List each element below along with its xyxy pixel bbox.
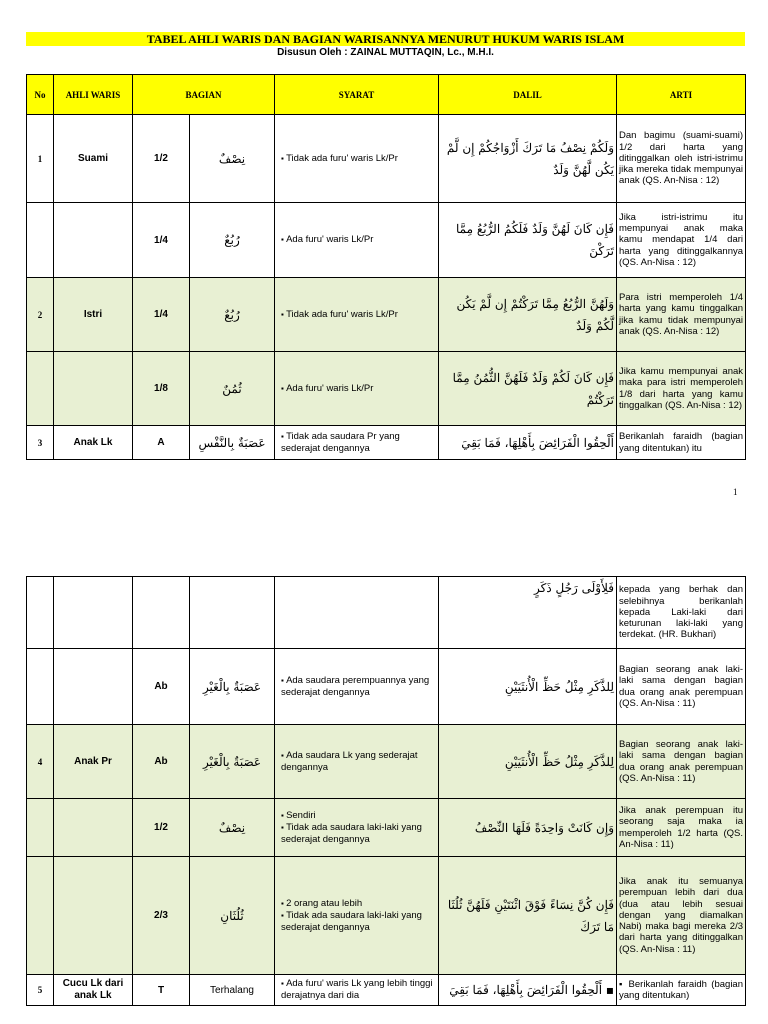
share-arabic: نِصْفٌ <box>190 115 275 203</box>
row-number: 2 <box>27 278 54 352</box>
heir-name: Suami <box>54 115 133 203</box>
header-syarat: SYARAT <box>275 75 439 115</box>
page-number: 1 <box>733 487 738 497</box>
condition-item: ▪ Tidak ada furu' waris Lk/Pr <box>281 309 436 321</box>
share-arabic: Terhalang <box>190 975 275 1006</box>
share-fraction: 1/2 <box>133 115 190 203</box>
share-arabic: ثُمُنٌ <box>190 352 275 426</box>
share-fraction: 2/3 <box>133 857 190 975</box>
heir-name <box>54 352 133 426</box>
evidence-arabic: أَلْحِقُوا الْفَرَائِضَ بِأَهْلِهَا، فَمَا بَقِيَ <box>439 426 617 460</box>
conditions <box>275 115 439 203</box>
table-row <box>27 278 746 352</box>
evidence-arabic: ▪ أَلْحِقُوا الْفَرَائِضَ بِأَهْلِهَا، فَمَا بَقِيَ <box>439 975 617 1006</box>
row-number <box>27 352 54 426</box>
evidence-arabic: فَإِن كَانَ لَكُمْ وَلَدٌ فَلَهُنَّ الثُّمُنُ مِمَّا تَرَكْتُمْ <box>439 352 617 426</box>
heir-name: Istri <box>54 278 133 352</box>
share-fraction: Ab <box>133 649 190 725</box>
evidence-arabic: لِلذَّكَرِ مِثْلُ حَظِّ الْأُنثَيَيْنِ <box>439 725 617 799</box>
table-row <box>27 725 746 799</box>
conditions <box>275 577 439 649</box>
conditions <box>275 857 439 975</box>
translation: Bagian seorang anak laki-laki sama dengan bagian dua orang anak perempuan (QS. An-Nisa : 11) <box>617 649 746 725</box>
heir-name <box>54 649 133 725</box>
heir-name <box>54 577 133 649</box>
table-row <box>27 115 746 203</box>
share-fraction: 1/2 <box>133 799 190 857</box>
table-row <box>27 426 746 460</box>
table-row <box>27 975 746 1006</box>
condition-item: ▪ Tidak ada saudara laki-laki yang sederajat dengannya <box>281 910 436 934</box>
condition-item: ▪ Sendiri <box>281 810 436 822</box>
translation: Jika anak itu semuanya perempuan lebih dari dua (dua atau lebih sesuai dengan yang diamalkan Nabi) maka bagi mereka 2/3 dari harta yang ditinggalkan (QS. An-Nisa : 11) <box>617 857 746 975</box>
row-number <box>27 857 54 975</box>
condition-item: ▪ 2 orang atau lebih <box>281 898 436 910</box>
share-fraction: Ab <box>133 725 190 799</box>
row-number <box>27 203 54 278</box>
conditions <box>275 352 439 426</box>
share-fraction: 1/4 <box>133 203 190 278</box>
evidence-arabic: فَإِن كُنَّ نِسَاءً فَوْقَ اثْنَتَيْنِ فَلَهُنَّ ثُلُثَا مَا تَرَكَ <box>439 857 617 975</box>
heir-name <box>54 203 133 278</box>
share-fraction: A <box>133 426 190 460</box>
condition-item: ▪ Ada furu' waris Lk yang lebih tinggi derajatnya dari dia <box>281 978 436 1002</box>
condition-item: ▪ Ada furu' waris Lk/Pr <box>281 383 436 395</box>
inheritance-table-page-2 <box>26 576 746 1006</box>
condition-item: ▪ Ada saudara Lk yang sederajat dengannya <box>281 750 436 774</box>
share-arabic <box>190 577 275 649</box>
header-bagian: BAGIAN <box>133 75 275 115</box>
share-fraction: 1/4 <box>133 278 190 352</box>
heir-name: Cucu Lk dari anak Lk <box>54 975 133 1006</box>
translation: Dan bagimu (suami-suami) 1/2 dari harta yang ditinggalkan oleh istri-istrimu jika mereka tidak mempunyai anak (QS. An-Nisa : 12) <box>617 115 746 203</box>
document-subtitle: Disusun Oleh : ZAINAL MUTTAQIN, Lc., M.H.I. <box>277 47 494 58</box>
condition-item: ▪ Tidak ada saudara Pr yang sederajat dengannya <box>281 431 436 455</box>
share-fraction: T <box>133 975 190 1006</box>
table-header-row <box>27 75 746 115</box>
condition-item: ▪ Ada saudara perempuannya yang sederajat dengannya <box>281 675 436 699</box>
conditions <box>275 203 439 278</box>
translation: kepada yang berhak dan selebihnya berikanlah kepada Laki-laki dari keturunan laki-laki yang terdekat. (HR. Bukhari) <box>617 577 746 649</box>
translation: Jika anak perempuan itu seorang saja maka ia memperoleh 1/2 harta (QS. An-Nisa : 11) <box>617 799 746 857</box>
translation: Berikanlah faraidh (bagian yang ditentukan) itu <box>617 426 746 460</box>
translation: Bagian seorang anak laki-laki sama dengan bagian dua orang anak perempuan (QS. An-Nisa : 11) <box>617 725 746 799</box>
share-arabic: نِصْفٌ <box>190 799 275 857</box>
translation: ▪ Berikanlah faraidh (bagian yang ditentukan) <box>617 975 746 1006</box>
evidence-arabic: لِلذَّكَرِ مِثْلُ حَظِّ الْأُنثَيَيْنِ <box>439 649 617 725</box>
table-row <box>27 799 746 857</box>
row-number: 4 <box>27 725 54 799</box>
translation: Jika istri-istrimu itu mempunyai anak maka kamu mendapat 1/4 dari harta yang ditinggalkannya (QS. An-Nisa : 12) <box>617 203 746 278</box>
share-fraction <box>133 577 190 649</box>
heir-name: Anak Pr <box>54 725 133 799</box>
header-no: No <box>27 75 54 115</box>
share-fraction: 1/8 <box>133 352 190 426</box>
inheritance-table-page-1 <box>26 74 746 460</box>
header-ahli-waris: AHLI WARIS <box>54 75 133 115</box>
share-arabic: عَصَبَةٌ بِالْغَيْرِ <box>190 725 275 799</box>
share-arabic: عَصَبَةٌ بِالنَّفْسِ <box>190 426 275 460</box>
condition-item: ▪ Tidak ada furu' waris Lk/Pr <box>281 153 436 165</box>
row-number <box>27 799 54 857</box>
conditions <box>275 278 439 352</box>
heir-name <box>54 857 133 975</box>
share-arabic: عَصَبَةٌ بِالْغَيْرِ <box>190 649 275 725</box>
conditions <box>275 975 439 1006</box>
evidence-arabic: فَإِن كَانَ لَهُنَّ وَلَدٌ فَلَكُمُ الرُّبُعُ مِمَّا تَرَكْنَ <box>439 203 617 278</box>
header-dalil: DALIL <box>439 75 617 115</box>
table-row <box>27 649 746 725</box>
share-arabic: رُبُعٌ <box>190 278 275 352</box>
conditions <box>275 649 439 725</box>
table-row <box>27 857 746 975</box>
evidence-arabic: وَإِن كَانَتْ وَاحِدَةً فَلَهَا النِّصْفُ <box>439 799 617 857</box>
condition-item: ▪ Ada furu' waris Lk/Pr <box>281 234 436 246</box>
translation: Para istri memperoleh 1/4 harta yang kamu tinggalkan jika kamu tidak mempunyai anak (QS. An-Nisa : 12) <box>617 278 746 352</box>
row-number <box>27 649 54 725</box>
heir-name: Anak Lk <box>54 426 133 460</box>
share-arabic: ثُلُثَانِ <box>190 857 275 975</box>
evidence-arabic: وَلَكُمْ نِصْفُ مَا تَرَكَ أَزْوَاجُكُمْ إِن لَّمْ يَكُن لَّهُنَّ وَلَدٌ <box>439 115 617 203</box>
conditions <box>275 725 439 799</box>
table-row <box>27 352 746 426</box>
translation: Jika kamu mempunyai anak maka para istri memperoleh 1/8 dari harta yang kamu tinggalkan (QS. An-Nisa : 12) <box>617 352 746 426</box>
share-arabic: رُبُعٌ <box>190 203 275 278</box>
row-number: 1 <box>27 115 54 203</box>
row-number <box>27 577 54 649</box>
conditions <box>275 799 439 857</box>
table-row <box>27 203 746 278</box>
condition-item: ▪ Tidak ada saudara laki-laki yang sederajat dengannya <box>281 822 436 846</box>
evidence-arabic: فَلِأَوْلَى رَجُلٍ ذَكَرٍ <box>439 577 617 649</box>
row-number: 5 <box>27 975 54 1006</box>
row-number: 3 <box>27 426 54 460</box>
header-arti: ARTI <box>617 75 746 115</box>
table-row <box>27 577 746 649</box>
conditions <box>275 426 439 460</box>
document-title: TABEL AHLI WARIS DAN BAGIAN WARISANNYA MENURUT HUKUM WARIS ISLAM <box>146 32 625 46</box>
heir-name <box>54 799 133 857</box>
evidence-arabic: وَلَهُنَّ الرُّبُعُ مِمَّا تَرَكْتُمْ إِن لَّمْ يَكُن لَّكُمْ وَلَدٌ <box>439 278 617 352</box>
